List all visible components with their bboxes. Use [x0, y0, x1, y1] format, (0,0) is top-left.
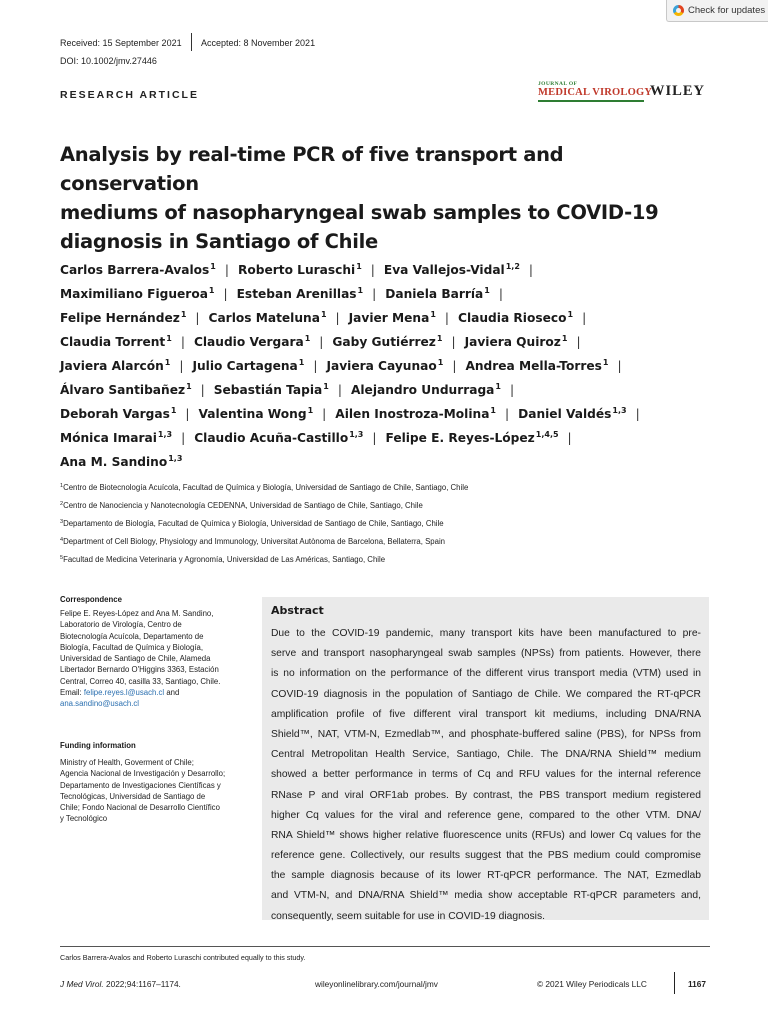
correspondence-line: Universidad de Santiago de Chile, Alameda: [60, 654, 211, 664]
affiliation: [60, 480, 720, 498]
author-name: Gaby Gutiérrez: [332, 335, 436, 349]
article-type: RESEARCH ARTICLE: [60, 89, 199, 101]
abstract-line: reference gene. Collectively, our results suggest that the PBS medium could compromise: [271, 850, 701, 862]
author-separator: |: [195, 311, 200, 325]
journal-website-link[interactable]: wileyonlinelibrary.com/journal/jmv: [315, 979, 438, 989]
author-separator: |: [181, 431, 186, 445]
author-line: [60, 447, 710, 471]
accepted-date: Accepted: 8 November 2021: [201, 38, 316, 48]
abstract-line: consequently, seem suitable for use in COVID-19 diagnosis.: [271, 910, 545, 922]
author-name: Andrea Mella-Torres: [465, 359, 602, 373]
abstract-line: higher Cq values for the viral and reference gene, compared to the other VTM. DNA/: [271, 809, 701, 821]
abstract-heading: Abstract: [271, 604, 324, 617]
author-separator: |: [370, 263, 375, 277]
author-affiliation-marker: 1: [180, 310, 187, 319]
abstract-line: RNA Shield™ shows higher relative fluorescence units (RFUs) and lower Cq values for the: [271, 829, 701, 841]
author[interactable]: [209, 311, 327, 325]
author-affiliation-marker: 1: [323, 382, 329, 391]
affiliation-number: 4: [60, 537, 64, 543]
author-name: Esteban Arenillas: [236, 287, 357, 301]
author[interactable]: [60, 455, 182, 469]
author-separator: |: [313, 359, 318, 373]
author[interactable]: [60, 431, 172, 445]
author-separator: |: [617, 359, 622, 373]
author-separator: |: [322, 407, 327, 421]
author-name: Javiera Quiroz: [464, 335, 561, 349]
correspondence-line: Biología, Facultad de Química y Biología,: [60, 642, 204, 652]
affiliation-text: Facultad de Medicina Veterinaria y Agronomía, Universidad de Las Américas, Santiago, Chile: [63, 555, 386, 564]
funding-line: Chile; Fondo Nacional de Desarrollo Científico: [60, 803, 220, 813]
funding-line: Agencia Nacional de Investigación y Desarrollo;: [60, 769, 226, 779]
author-line: [60, 279, 710, 303]
author[interactable]: [214, 383, 329, 397]
publisher-logo: WILEY: [650, 83, 705, 99]
title-line: mediums of nasopharyngeal swab samples to COVID-19: [60, 201, 659, 224]
abstract-text: [271, 624, 701, 927]
author[interactable]: [60, 359, 170, 373]
author[interactable]: [237, 287, 364, 301]
author[interactable]: [326, 359, 443, 373]
author-line: [60, 375, 710, 399]
author-affiliation-marker: 1: [208, 286, 215, 295]
author[interactable]: [60, 287, 215, 301]
email-label: Email:: [60, 688, 82, 698]
author[interactable]: [349, 311, 436, 325]
citation-volume: 2022;94:1167–1174.: [105, 979, 181, 989]
received-date: Received: 15 September 2021: [60, 38, 182, 48]
affiliation: [60, 534, 720, 552]
author-name: Felipe E. Reyes-López: [385, 431, 535, 445]
meta-divider: [191, 33, 192, 51]
abstract-line: Shield™, NAT, VTM-N, Ezmedlab™, and phosphate-buffered saline (PBS), for NPSs from: [271, 728, 701, 740]
affiliation-number: 3: [60, 519, 64, 525]
author-name: Mónica Imarai: [60, 431, 157, 445]
funding-line: y Tecnológico: [60, 814, 108, 824]
author-name: Álvaro Santibañez: [60, 383, 186, 397]
author-affiliation-marker: 1,3: [157, 430, 173, 439]
author-name: Ana M. Sandino: [60, 455, 168, 469]
affiliation-text: Departamento de Biología, Facultad de Química y Biología, Universidad de Santiago de Chile, Santiago, Chile: [63, 519, 444, 528]
author[interactable]: [332, 335, 442, 349]
correspondence-line: Central, Correo 40, casilla 33, Santiago, Chile.: [60, 676, 221, 686]
author-name: Maximiliano Figueroa: [60, 287, 208, 301]
author-separator: |: [567, 431, 572, 445]
author-affiliation-marker: 1,4,5: [535, 430, 559, 439]
funding-line: Tecnológicas, Universidad de Santiago de: [60, 791, 206, 801]
author-name: Alejandro Undurraga: [350, 383, 495, 397]
author-affiliation-marker: 1: [437, 358, 444, 367]
affiliation-list: [60, 480, 720, 570]
author-affiliation-marker: 1: [320, 310, 327, 319]
author-affiliation-marker: 1,3: [612, 406, 627, 415]
funding-line: Ministry of Health, Goverment of Chile;: [60, 758, 194, 767]
page-number: 1167: [688, 979, 706, 989]
author[interactable]: [199, 407, 314, 421]
funding-line: Departamento de Investigaciones Científicas y: [60, 780, 221, 790]
author-list: [60, 255, 710, 471]
author-name: Julio Cartagena: [192, 359, 298, 373]
author-separator: |: [337, 383, 342, 397]
author-separator: |: [372, 287, 377, 301]
author[interactable]: [60, 383, 192, 397]
author[interactable]: [60, 407, 176, 421]
author-affiliation-marker: 1: [166, 334, 172, 343]
email-and: and: [166, 688, 180, 698]
doi: DOI: 10.1002/jmv.27446: [60, 56, 157, 66]
correspondence-line: Felipe E. Reyes-López and Ana M. Sandino,: [60, 609, 214, 618]
affiliation-text: Centro de Nanociencia y Nanotecnología CEDENNA, Universidad de Santiago de Chile, Santiago, Chile: [63, 501, 423, 510]
author-separator: |: [505, 407, 510, 421]
author-name: Roberto Luraschi: [237, 263, 356, 277]
author-separator: |: [179, 359, 184, 373]
title-line: diagnosis in Santiago of Chile: [60, 230, 378, 253]
check-for-updates-badge[interactable]: [666, 0, 768, 22]
author-name: Javiera Alarcón: [60, 359, 164, 373]
abstract-line: RNase P and viral ORF1ab probes. By contrast, the PBS transport medium registered: [271, 789, 701, 801]
journal-logo-small-label: JOURNAL OF: [538, 81, 578, 87]
affiliation-text: Department of Cell Biology, Physiology and Immunology, Universitat Autònoma de Barcelona, Bellaterra, Spain: [63, 537, 446, 546]
email-link[interactable]: felipe.reyes.l@usach.cl: [83, 688, 165, 698]
journal-logo-name: MEDICAL VIROLOGY: [538, 87, 653, 98]
author-name: Daniel Valdés: [518, 407, 612, 421]
author-separator: |: [180, 335, 185, 349]
abstract-line: is no information on the performance of the different virus transport media (VTM) used in: [271, 668, 701, 680]
funding-text: [60, 757, 255, 825]
author-separator: |: [498, 287, 503, 301]
author-separator: |: [528, 263, 534, 277]
author[interactable]: [194, 335, 310, 349]
author-affiliation-marker: 1: [210, 262, 216, 271]
author-name: Claudia Rioseco: [458, 311, 567, 325]
affiliation-number: 5: [60, 555, 64, 561]
affiliation-text: Centro de Biotecnología Acuícola, Facultad de Química y Biología, Universidad de Santiago de Chile, Santiago, Chile: [63, 483, 469, 492]
crossmark-icon: [673, 5, 684, 16]
abstract-line: Central Metropolitan Health Service, Santiago, Chile. The DNA/RNA Shield™ medium: [271, 749, 701, 761]
author-line: [60, 303, 710, 327]
author-name: Valentina Wong: [198, 407, 307, 421]
author[interactable]: [518, 407, 626, 421]
author-affiliation-marker: 1: [436, 334, 443, 343]
footnote: Carlos Barrera-Avalos and Roberto Luraschi contributed equally to this study.: [60, 953, 306, 962]
author-separator: |: [372, 431, 377, 445]
author-separator: |: [200, 383, 205, 397]
author[interactable]: [60, 335, 172, 349]
abstract-line: amplification profile of five different viral transport kit mediums, including DNA/RNA: [271, 708, 701, 720]
author-line: [60, 255, 710, 279]
author-affiliation-marker: 1: [490, 406, 496, 415]
author-affiliation-marker: 1: [602, 358, 609, 367]
correspondence-line: Laboratorio de Virología, Centro de: [60, 620, 182, 630]
author[interactable]: [465, 359, 608, 373]
author-affiliation-marker: 1: [356, 262, 362, 271]
author[interactable]: [458, 311, 573, 325]
author[interactable]: [384, 263, 520, 277]
abstract-line: Due to the COVID-19 pandemic, many transport kits have been manufactured to pre-: [271, 628, 701, 639]
footer-divider: [674, 972, 675, 994]
author-separator: |: [335, 311, 340, 325]
abstract-line: the sample diagnosis because of its lower RT-qPCR performance. The NAT, Ezmedlab: [271, 870, 701, 882]
author-name: Claudio Vergara: [193, 335, 304, 349]
author-affiliation-marker: 1: [298, 358, 305, 367]
funding-heading: Funding information: [60, 741, 136, 750]
author-affiliation-marker: 1: [307, 406, 314, 415]
author-line: [60, 399, 710, 423]
author-separator: |: [576, 335, 581, 349]
author-affiliation-marker: 1: [186, 382, 192, 391]
author-affiliation-marker: 1: [304, 334, 311, 343]
author-separator: |: [444, 311, 450, 325]
author-affiliation-marker: 1: [430, 310, 436, 319]
title-line: Analysis by real-time PCR of five transport and conservation: [60, 143, 564, 195]
author-separator: |: [319, 335, 324, 349]
abstract-line: showed a better performance in terms of Cq and RFU values for the internal reference: [271, 769, 701, 781]
author-separator: |: [223, 287, 228, 301]
author[interactable]: [238, 263, 362, 277]
author[interactable]: [385, 287, 490, 301]
author-name: Claudio Acuña-Castillo: [194, 431, 349, 445]
author[interactable]: [60, 263, 216, 277]
author-name: Claudia Torrent: [60, 335, 166, 349]
author-name: Felipe Hernández: [60, 311, 180, 325]
correspondence-email-line: [60, 687, 255, 698]
author-name: Deborah Vargas: [60, 407, 170, 421]
author-name: Carlos Mateluna: [208, 311, 320, 325]
correspondence-line: Biotecnología Acuícola, Departamento de: [60, 631, 204, 641]
author[interactable]: [385, 431, 558, 445]
correspondence-text: [60, 608, 255, 710]
author-separator: |: [510, 383, 515, 397]
author[interactable]: [192, 359, 304, 373]
author-line: [60, 423, 710, 447]
author-affiliation-marker: 1: [495, 382, 501, 391]
author-name: Daniela Barría: [385, 287, 484, 301]
affiliation-number: 2: [60, 501, 64, 507]
author-affiliation-marker: 1: [164, 358, 171, 367]
author-name: Eva Vallejos-Vidal: [383, 263, 505, 277]
author-separator: |: [582, 311, 587, 325]
author-affiliation-marker: 1: [484, 286, 490, 295]
abstract-line: and VTM-N, and DNA/RNA Shield™ media show acceptable RT-qPCR parameters and,: [271, 890, 701, 902]
author-affiliation-marker: 1: [357, 286, 364, 295]
author-affiliation-marker: 1,3: [349, 430, 364, 439]
author-separator: |: [635, 407, 640, 421]
author-affiliation-marker: 1: [561, 334, 568, 343]
copyright: © 2021 Wiley Periodicals LLC: [537, 979, 647, 989]
affiliation: [60, 498, 720, 516]
author-affiliation-marker: 1: [567, 310, 574, 319]
author-affiliation-marker: 1,2: [505, 262, 520, 271]
author-separator: |: [224, 263, 229, 277]
journal-abbrev: J Med Virol.: [60, 979, 104, 989]
affiliation: [60, 516, 720, 534]
abstract-line: serve and transport nasopharyngeal swab samples (NPSs) from patients. However, there: [271, 648, 701, 660]
abstract-line: COVID-19 diagnosis in the population of Santiago de Chile. We compared the RT-qPCR: [271, 688, 701, 700]
author-name: Javier Mena: [348, 311, 430, 325]
author[interactable]: [351, 383, 501, 397]
article-title: [60, 140, 700, 256]
author-separator: |: [185, 407, 190, 421]
author[interactable]: [465, 335, 568, 349]
author[interactable]: [60, 311, 186, 325]
author-name: Ailen Inostroza-Molina: [335, 407, 490, 421]
author-name: Javiera Cayunao: [326, 359, 437, 373]
citation: [60, 979, 181, 989]
footnote-rule: [60, 946, 710, 947]
author-line: [60, 327, 710, 351]
affiliation-number: 1: [60, 483, 64, 489]
author[interactable]: [335, 407, 496, 421]
author-name: Sebastián Tapia: [213, 383, 323, 397]
email-link[interactable]: ana.sandino@usach.cl: [60, 699, 140, 709]
author-line: [60, 351, 710, 375]
journal-logo-underline: [538, 100, 644, 102]
correspondence-line: Libertador Bernardo O'Higgins 3363, Estación: [60, 665, 219, 675]
affiliation: [60, 552, 720, 570]
author-affiliation-marker: 1,3: [168, 454, 183, 463]
author-name: Carlos Barrera-Avalos: [60, 263, 210, 277]
author-separator: |: [451, 335, 456, 349]
author-separator: |: [452, 359, 457, 373]
author-affiliation-marker: 1: [170, 406, 177, 415]
correspondence-heading: Correspondence: [60, 595, 122, 604]
author[interactable]: [194, 431, 363, 445]
check-for-updates-label: Check for updates: [688, 5, 766, 16]
